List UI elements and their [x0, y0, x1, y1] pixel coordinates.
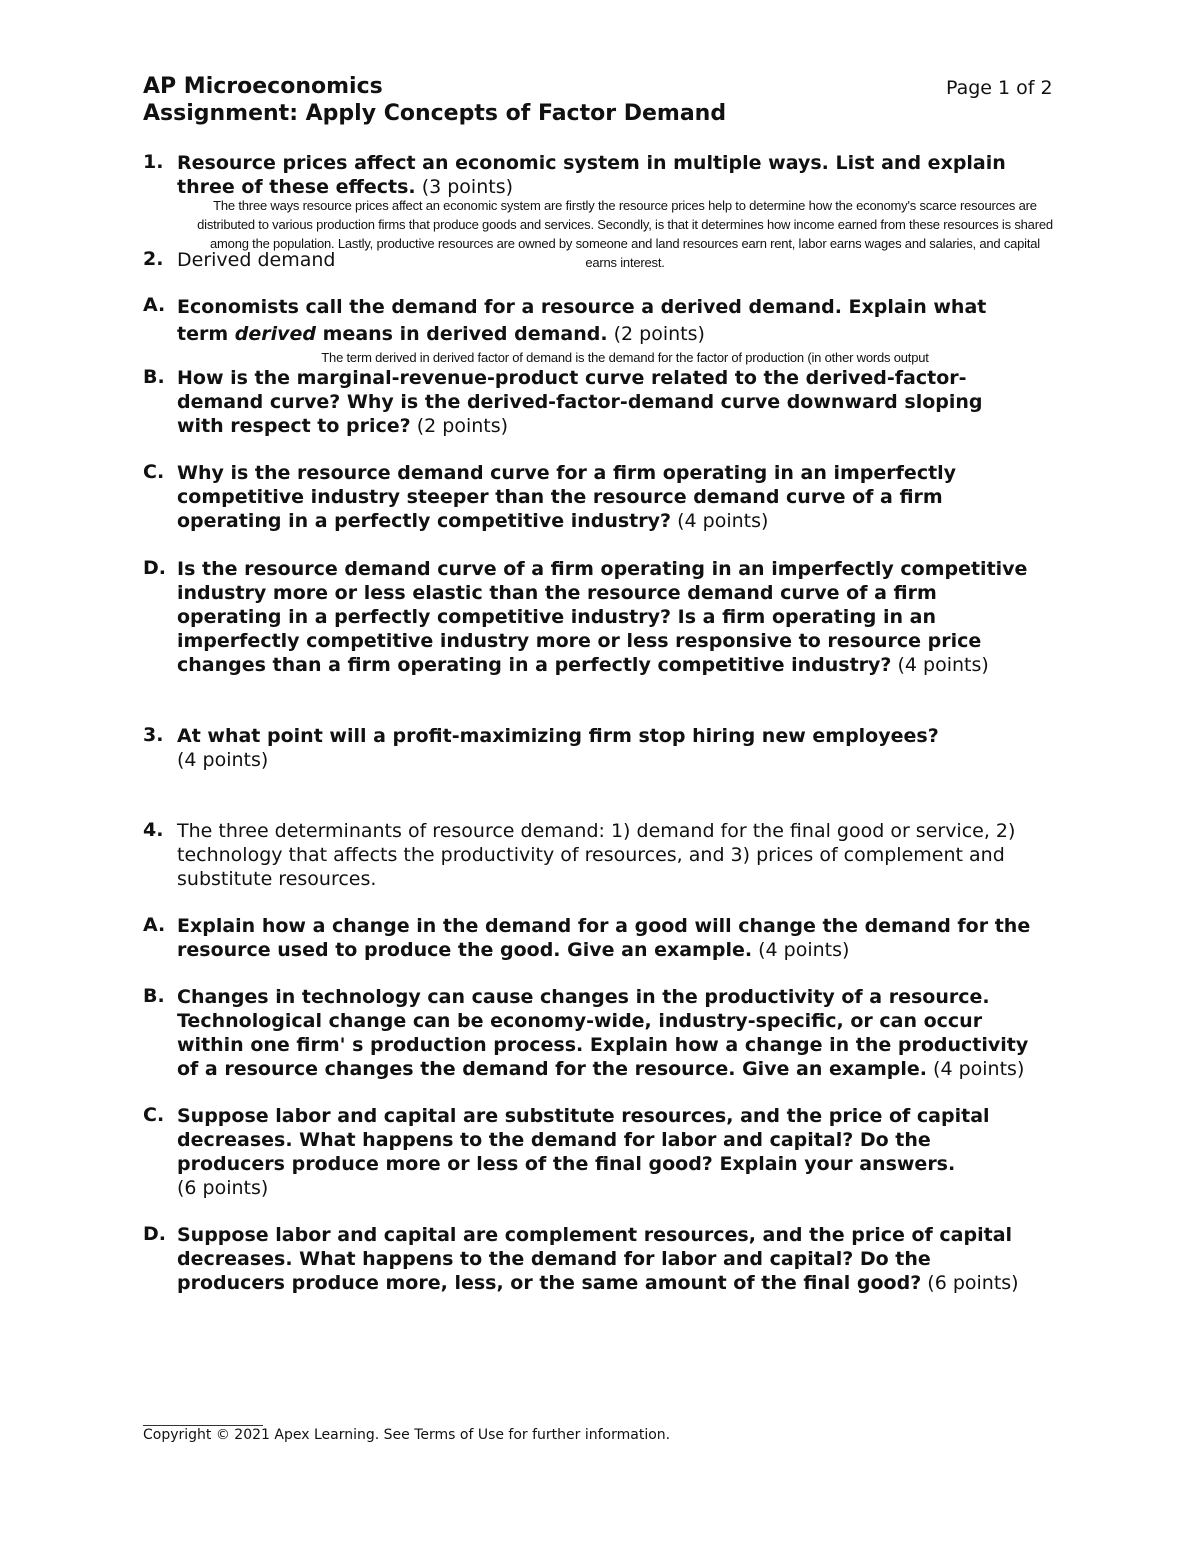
question-number: 2.: [143, 248, 164, 270]
question-text: operating in a perfectly competitive industry? Is a firm operating in an: [177, 606, 937, 628]
question-3: [177, 724, 1057, 772]
question-text: imperfectly competitive industry more or less responsive to resource price: [177, 630, 982, 652]
question-number: 3.: [143, 724, 164, 746]
question-text: Explain how a change in the demand for a good will change the demand for the: [177, 915, 1031, 937]
course-title: AP Microeconomics: [143, 74, 383, 99]
question-4a: [177, 914, 1057, 962]
question-1: [177, 151, 1057, 199]
question-text: operating in a perfectly competitive industry?: [177, 510, 672, 532]
answer-line: distributed to various production firms that produce goods and services. Secondly, is that it determines how income earned from these resources is shared: [197, 217, 1053, 232]
question-text: within one firm' s production process. Explain how a change in the productivity: [177, 1034, 1029, 1056]
subquestion-letter: D.: [143, 1223, 166, 1245]
question-text: At what point will a profit-maximizing firm stop hiring new employees?: [177, 725, 939, 747]
question-text: term: [177, 323, 235, 345]
points-label: (3 points): [421, 176, 514, 198]
question-text: Suppose labor and capital are substitute resources, and the price of capital: [177, 1105, 990, 1127]
answer-line: earns interest.: [585, 255, 665, 270]
copyright-notice: Copyright © 2021 Apex Learning. See Terms of Use for further information.: [143, 1427, 671, 1443]
answer-line: among the population. Lastly, productive resources are owned by someone and land resources earn rent, labor earns wages and salaries, and capital: [210, 236, 1040, 251]
intro-text: The three determinants of resource demand: 1) demand for the final good or service, 2): [177, 820, 1016, 842]
question-text: producers produce more, less, or the same amount of the final good?: [177, 1272, 922, 1294]
points-label: (6 points): [927, 1272, 1019, 1294]
question-text: industry more or less elastic than the resource demand curve of a firm: [177, 582, 937, 604]
points-label: (4 points): [677, 510, 769, 532]
question-text: competitive industry steeper than the resource demand curve of a firm: [177, 486, 943, 508]
points-label: (2 points): [613, 323, 705, 345]
question-text: Changes in technology can cause changes in the productivity of a resource.: [177, 986, 990, 1008]
subquestion-letter: A.: [143, 914, 166, 936]
question-text: Suppose labor and capital are complement resources, and the price of capital: [177, 1224, 1013, 1246]
question-text: means in derived demand.: [316, 323, 608, 345]
page-number: Page 1 of 2: [946, 77, 1053, 99]
subquestion-letter: B.: [143, 366, 165, 388]
subquestion-letter: A.: [143, 294, 166, 316]
points-label: (4 points): [897, 654, 989, 676]
question-text: demand curve? Why is the derived-factor-demand curve downward sloping: [177, 391, 983, 413]
intro-text: substitute resources.: [177, 868, 377, 890]
question-4-intro: [177, 819, 1057, 891]
question-text: with respect to price?: [177, 415, 411, 437]
question-4b: [177, 985, 1057, 1081]
question-text: How is the marginal-revenue-product curve related to the derived-factor-: [177, 367, 967, 389]
points-label: (4 points): [758, 939, 850, 961]
question-number: 1.: [143, 151, 164, 173]
question-2-heading: Derived demand: [177, 249, 336, 271]
question-text: Economists call the demand for a resource a derived demand. Explain what: [177, 296, 987, 318]
answer-line: The three ways resource prices affect an economic system are firstly the resource prices help to determine how the economy's scarce resources are: [213, 198, 1037, 213]
question-text: Why is the resource demand curve for a firm operating in an imperfectly: [177, 462, 957, 484]
subquestion-letter: C.: [143, 1104, 165, 1126]
question-2d: [177, 557, 1057, 677]
intro-text: technology that affects the productivity of resources, and 3) prices of complement and: [177, 844, 1005, 866]
footer-divider: [143, 1425, 263, 1426]
question-text: Is the resource demand curve of a firm operating in an imperfectly competitive: [177, 558, 1028, 580]
question-text: resource used to produce the good. Give an example.: [177, 939, 753, 961]
subquestion-letter: D.: [143, 557, 166, 579]
question-text: three of these effects.: [177, 176, 416, 198]
question-text: changes than a firm operating in a perfectly competitive industry?: [177, 654, 892, 676]
points-label: (4 points): [933, 1058, 1025, 1080]
question-number: 4.: [143, 819, 164, 841]
subquestion-letter: B.: [143, 985, 165, 1007]
question-text: Technological change can be economy-wide, industry-specific, or can occur: [177, 1010, 983, 1032]
emphasis-term: derived: [234, 323, 317, 345]
question-4c: [177, 1104, 1057, 1200]
question-2c: [177, 461, 1057, 533]
question-2a: [177, 294, 1057, 348]
points-label: (6 points): [177, 1177, 269, 1199]
question-text: producers produce more or less of the final good? Explain your answers.: [177, 1153, 956, 1175]
question-text: decreases. What happens to the demand for labor and capital? Do the: [177, 1248, 931, 1270]
question-text: Resource prices affect an economic system in multiple ways. List and explain: [177, 152, 1006, 174]
question-2b: [177, 366, 1057, 438]
question-4d: [177, 1223, 1057, 1295]
question-text: of a resource changes the demand for the resource. Give an example.: [177, 1058, 927, 1080]
subquestion-letter: C.: [143, 461, 165, 483]
assignment-title: Assignment: Apply Concepts of Factor Demand: [143, 101, 727, 126]
points-label: (4 points): [177, 749, 269, 771]
answer-2a: The term derived in derived factor of demand is the demand for the factor of production (in other words output: [321, 350, 929, 365]
points-label: (2 points): [416, 415, 509, 437]
question-text: decreases. What happens to the demand for labor and capital? Do the: [177, 1129, 931, 1151]
